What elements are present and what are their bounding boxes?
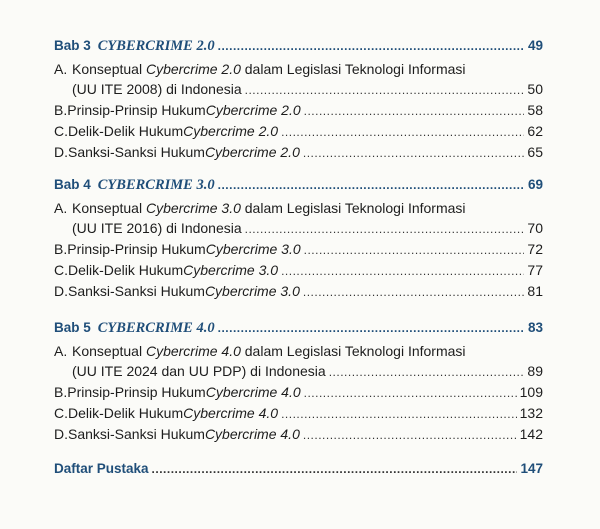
entry-letter: A. <box>54 343 68 359</box>
entry-text: Prinsip-Prinsip Hukum <box>67 241 206 257</box>
entry-letter: B. <box>54 102 68 118</box>
chapter-number: Bab 4 <box>54 177 91 192</box>
entry-emphasis: Cybercrime 4.0 <box>204 426 300 442</box>
entry-text: (UU ITE 2024 dan UU PDP) di Indonesia <box>72 363 326 379</box>
dot-leader <box>218 39 525 53</box>
chapter-number: Bab 3 <box>54 38 91 53</box>
entry-letter: B. <box>54 241 68 257</box>
entry-text: Prinsip-Prinsip Hukum <box>67 102 206 118</box>
entry-page: 70 <box>527 220 543 236</box>
entry-text: Konseptual <box>72 343 146 359</box>
entry-letter: A. <box>54 61 68 77</box>
dot-leader <box>304 104 525 118</box>
entry-page: 109 <box>519 384 543 400</box>
entry-page: 65 <box>527 144 543 160</box>
dot-leader <box>304 243 525 257</box>
dot-leader <box>218 321 525 335</box>
entry-text: (UU ITE 2016) di Indonesia <box>72 220 242 236</box>
entry-emphasis: Cybercrime 4.0 <box>183 405 279 421</box>
dot-leader <box>281 407 517 421</box>
chapter-page: 49 <box>527 38 543 53</box>
entry-text: Sanksi-Sanksi Hukum <box>68 426 205 442</box>
entry-page: 132 <box>519 405 543 421</box>
bibliography-entry[interactable] <box>54 461 543 476</box>
toc-entry[interactable] <box>54 200 466 216</box>
toc-entry[interactable] <box>54 144 543 160</box>
toc-entry[interactable] <box>54 241 543 257</box>
entry-page: 62 <box>527 123 543 139</box>
entry-text: dalam Legislasi Teknologi Informasi <box>240 200 466 216</box>
chapter-heading[interactable] <box>54 320 543 337</box>
dot-leader <box>245 222 525 236</box>
dot-leader <box>304 386 517 400</box>
entry-emphasis: Cybercrime 3.0 <box>205 241 301 257</box>
entry-page: 142 <box>519 426 543 442</box>
chapter-heading[interactable] <box>54 38 543 55</box>
entry-letter: C. <box>54 262 68 278</box>
entry-text: Delik-Delik Hukum <box>68 262 184 278</box>
dot-leader <box>303 146 525 160</box>
toc-entry[interactable] <box>54 384 543 400</box>
entry-page: 89 <box>527 363 543 379</box>
entry-emphasis: Cybercrime 3.0 <box>145 200 241 216</box>
chapter-heading[interactable] <box>54 177 543 194</box>
toc-entry[interactable] <box>54 426 543 442</box>
entry-letter: D. <box>54 426 68 442</box>
dot-leader <box>303 428 517 442</box>
entry-emphasis: Cybercrime 4.0 <box>205 384 301 400</box>
chapter-page: 83 <box>527 320 543 335</box>
chapter-title: CYBERCRIME 4.0 <box>97 320 215 336</box>
toc-entry[interactable] <box>54 102 543 118</box>
entry-text: Sanksi-Sanksi Hukum <box>68 283 205 299</box>
bibliography-page: 147 <box>520 461 543 476</box>
entry-text: Konseptual <box>72 200 146 216</box>
entry-letter: C. <box>54 405 68 421</box>
entry-page: 58 <box>527 102 543 118</box>
dot-leader <box>281 264 524 278</box>
chapter-title: CYBERCRIME 2.0 <box>97 38 215 54</box>
entry-letter: B. <box>54 384 68 400</box>
entry-emphasis: Cybercrime 2.0 <box>205 102 301 118</box>
entry-text: dalam Legislasi Teknologi Informasi <box>240 343 466 359</box>
toc-entry[interactable] <box>54 262 543 278</box>
dot-leader <box>303 285 525 299</box>
entry-emphasis: Cybercrime 2.0 <box>204 144 300 160</box>
entry-text: Sanksi-Sanksi Hukum <box>68 144 205 160</box>
entry-text: Delik-Delik Hukum <box>68 405 184 421</box>
dot-leader <box>218 178 525 192</box>
chapter-number: Bab 5 <box>54 320 91 335</box>
toc-entry[interactable] <box>54 405 543 421</box>
entry-text: Delik-Delik Hukum <box>68 123 184 139</box>
toc-entry-continuation[interactable] <box>72 363 543 379</box>
entry-letter: A. <box>54 200 68 216</box>
entry-page: 81 <box>527 283 543 299</box>
entry-emphasis: Cybercrime 3.0 <box>183 262 279 278</box>
toc-entry[interactable] <box>54 61 466 77</box>
dot-leader <box>281 125 524 139</box>
entry-letter: C. <box>54 123 68 139</box>
toc-entry-continuation[interactable] <box>72 81 543 97</box>
entry-page: 77 <box>527 262 543 278</box>
dot-leader <box>245 83 525 97</box>
chapter-title: CYBERCRIME 3.0 <box>97 177 215 193</box>
dot-leader <box>152 462 518 476</box>
entry-text: dalam Legislasi Teknologi Informasi <box>240 61 466 77</box>
entry-emphasis: Cybercrime 2.0 <box>183 123 279 139</box>
dot-leader <box>329 365 525 379</box>
entry-letter: D. <box>54 144 68 160</box>
toc-entry[interactable] <box>54 123 543 139</box>
entry-letter: D. <box>54 283 68 299</box>
toc-entry-continuation[interactable] <box>72 220 543 236</box>
entry-page: 50 <box>527 81 543 97</box>
chapter-page: 69 <box>527 177 543 192</box>
toc-entry[interactable] <box>54 343 466 359</box>
entry-emphasis: Cybercrime 2.0 <box>145 61 241 77</box>
bibliography-label: Daftar Pustaka <box>54 461 149 476</box>
entry-emphasis: Cybercrime 4.0 <box>145 343 241 359</box>
entry-emphasis: Cybercrime 3.0 <box>204 283 300 299</box>
entry-text: (UU ITE 2008) di Indonesia <box>72 81 242 97</box>
toc-entry[interactable] <box>54 283 543 299</box>
entry-text: Konseptual <box>72 61 146 77</box>
entry-page: 72 <box>527 241 543 257</box>
entry-text: Prinsip-Prinsip Hukum <box>67 384 206 400</box>
